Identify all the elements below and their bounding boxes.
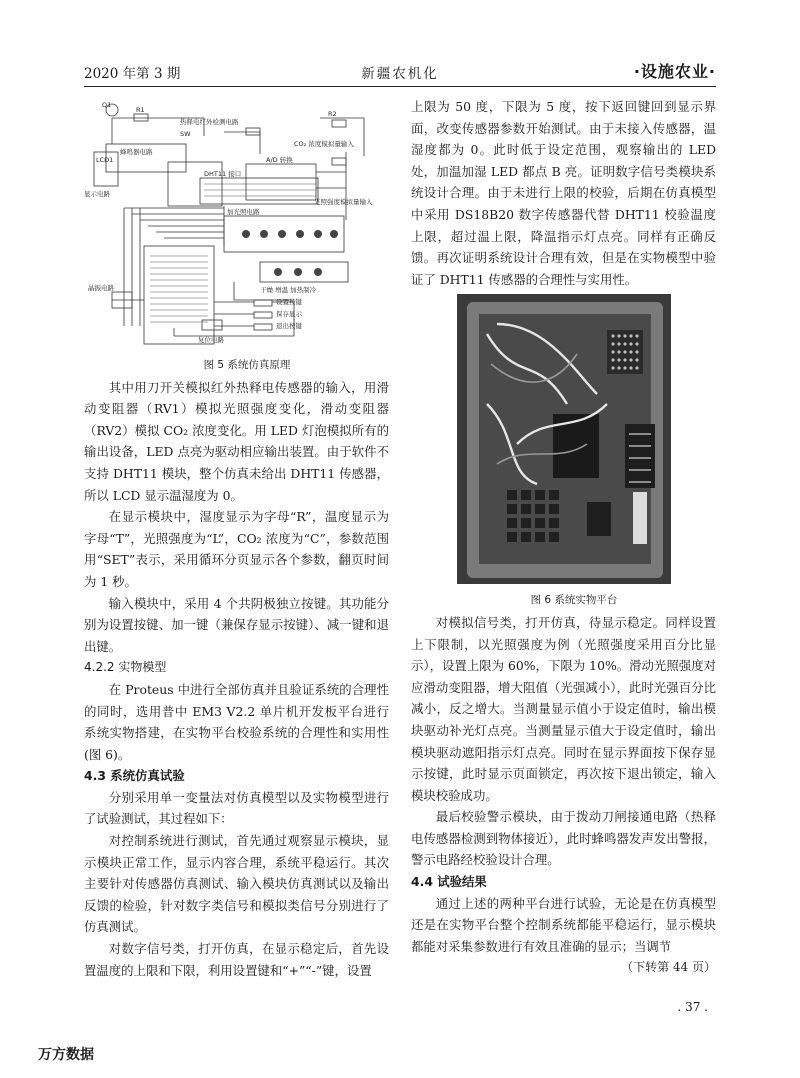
buzzer-label: 蜂鸣器电路	[120, 148, 153, 156]
paragraph: 对控制系统进行测试，首先通过观察显示模块，显示模块正常工作，显示内容合理，系统平稳运行。其次主要针对传感器仿真测试、输入模块仿真测试以及输出反馈的检验，针对数字类信号和模拟类信号分别进行了仿真测试。	[84, 833, 389, 935]
crystal-label: 晶振电路	[88, 284, 114, 292]
issue-label: 2020 年第 3 期	[84, 66, 181, 82]
figure-5-circuit-schematic	[84, 96, 389, 349]
outputs-label: 干燥 增温 加热制冷	[260, 286, 317, 294]
keys-label: 设置按键保存显示退出按键	[276, 298, 302, 330]
reset-label: 复位电路	[198, 336, 224, 344]
header-rule	[84, 86, 716, 87]
section-heading-4-3: 4.3 系统仿真试验	[84, 768, 185, 784]
subsection-heading-4-2-2: 4.2.2 实物模型	[84, 660, 167, 675]
figure-5-caption: 图 5 系统仿真原理	[203, 359, 291, 371]
running-header	[84, 58, 716, 82]
section-heading-4-4: 4.4 试验结果	[411, 874, 487, 890]
light-label: 光照强度模拟量输入	[314, 198, 373, 206]
right-column	[411, 96, 716, 979]
lcd-label: LCD1	[96, 156, 114, 164]
co2-label: CO₂ 浓度模拟量输入	[294, 140, 354, 148]
r1-label: R1	[136, 106, 145, 114]
wanfang-logo: 万方数据	[38, 1047, 94, 1063]
page-number: . 37 .	[677, 1000, 708, 1014]
paragraph: 输入模块中，采用 4 个共阴极独立按键。其功能分别为设置按键、加一键（兼保存显示按键）、减一键和退出键。	[84, 595, 389, 654]
paragraph: 最后校验警示模块，由于拨动刀闸接通电路（热释电传感器检测到物体接近），此时蜂鸣器发声发出警报，警示电路经校验设计合理。	[411, 809, 716, 868]
paragraph: 在 Proteus 中进行全部仿真并且验证系统的合理性的同时，选用普中 EM3 V2.2 单片机开发板平台进行系统实物搭建，在实物平台校验系统的合理性和实用性(图 6)。	[84, 681, 389, 762]
left-column	[84, 96, 389, 981]
continued-note: （下转第 44 页）	[621, 960, 716, 975]
paragraph: 分别采用单一变量法对仿真模型以及实物模型进行了试验测试，其过程如下：	[84, 789, 389, 827]
r2-label: R2	[328, 110, 337, 118]
paragraph: 对数字信号类，打开仿真，在显示稳定后，首先设置温度的上限和下限，利用设置键和“+”“-”键，设置	[84, 941, 389, 978]
sw-label: SW	[180, 130, 191, 138]
paragraph: 在显示模块中，湿度显示为字母“R”，温度显示为字母“T”，光照强度为“L”，CO₂ 浓度为“C”，参数范围用“SET”表示，采用循环分页显示各个参数，翻页时间为 1 秒。	[84, 509, 389, 589]
journal-name: 新疆农机化	[361, 66, 439, 82]
adc-label: A/D 转换	[266, 156, 293, 164]
figure-6-caption: 图 6 系统实物平台	[530, 594, 618, 607]
paragraph: 对模拟信号类，打开仿真，待显示稳定。同样设置上下限制，以光照强度为例（光照强度采用百分比显示），设置上限为 60%，下限为 10%。滑动光照强度对应滑动变阻器，增大阻值（光强减小），此时光强百分比减小，反之增大。当测量显示值小于设定值时，输出模块驱动补光灯点亮。当测量显示值大于设定值时，输出模块驱动遮阳指示灯点亮。同时在显示界面按下保存显示按键，此时显示页面锁定，再次按下退出锁定，输入模块校验成功。	[411, 614, 716, 803]
q1-label: Q1	[102, 101, 112, 109]
figure-6-hardware-photo	[457, 294, 671, 584]
section-label: ·设施农业·	[633, 62, 716, 81]
dht-label: DHT11 接口	[204, 170, 242, 178]
paragraph: 其中用刀开关模拟红外热释电传感器的输入，用滑动变阻器（RV1）模拟光照强度变化，滑动变阻器（RV2）模拟 CO₂ 浓度变化。用 LED 灯泡模拟所有的输出设备，LED 点亮为驱动相应输出装置。由于软件不支持 DHT11 模块，整个仿真未给出 DHT11 传感器，所以 LCD 显示温湿度为 0。	[84, 379, 389, 503]
led-circuit-label: 加光照电路	[227, 208, 260, 216]
paragraph-continued: 上限为 50 度，下限为 5 度，按下返回键回到显示界面，改变传感器参数开始测试。由于未接入传感器，温湿度都为 0。此时低于设定范围，观察输出的 LED 处，加温加湿 LED 都点 B 亮。证明数字信号类模块系统设计合理。由于未进行上限的校验，后期在仿真模型中采用 DS18B20 数字传感器代替 DHT11 校验温度上限，超过温上限，降温指示灯点亮。同样有正确反馈。再次证明系统设计合理有效，但是在实物模型中验证了 DHT11 传感器的合理性与实用性。	[411, 99, 716, 287]
display-label: 显示电路	[84, 190, 110, 198]
paragraph: 通过上述的两种平台进行试验，无论是在仿真模型还是在实物平台整个控制系统都能平稳运行，显示模块都能对采集参数进行有效且准确的显示；当调节	[411, 895, 716, 954]
pyro-label: 热释电红外检测电路	[180, 118, 239, 126]
